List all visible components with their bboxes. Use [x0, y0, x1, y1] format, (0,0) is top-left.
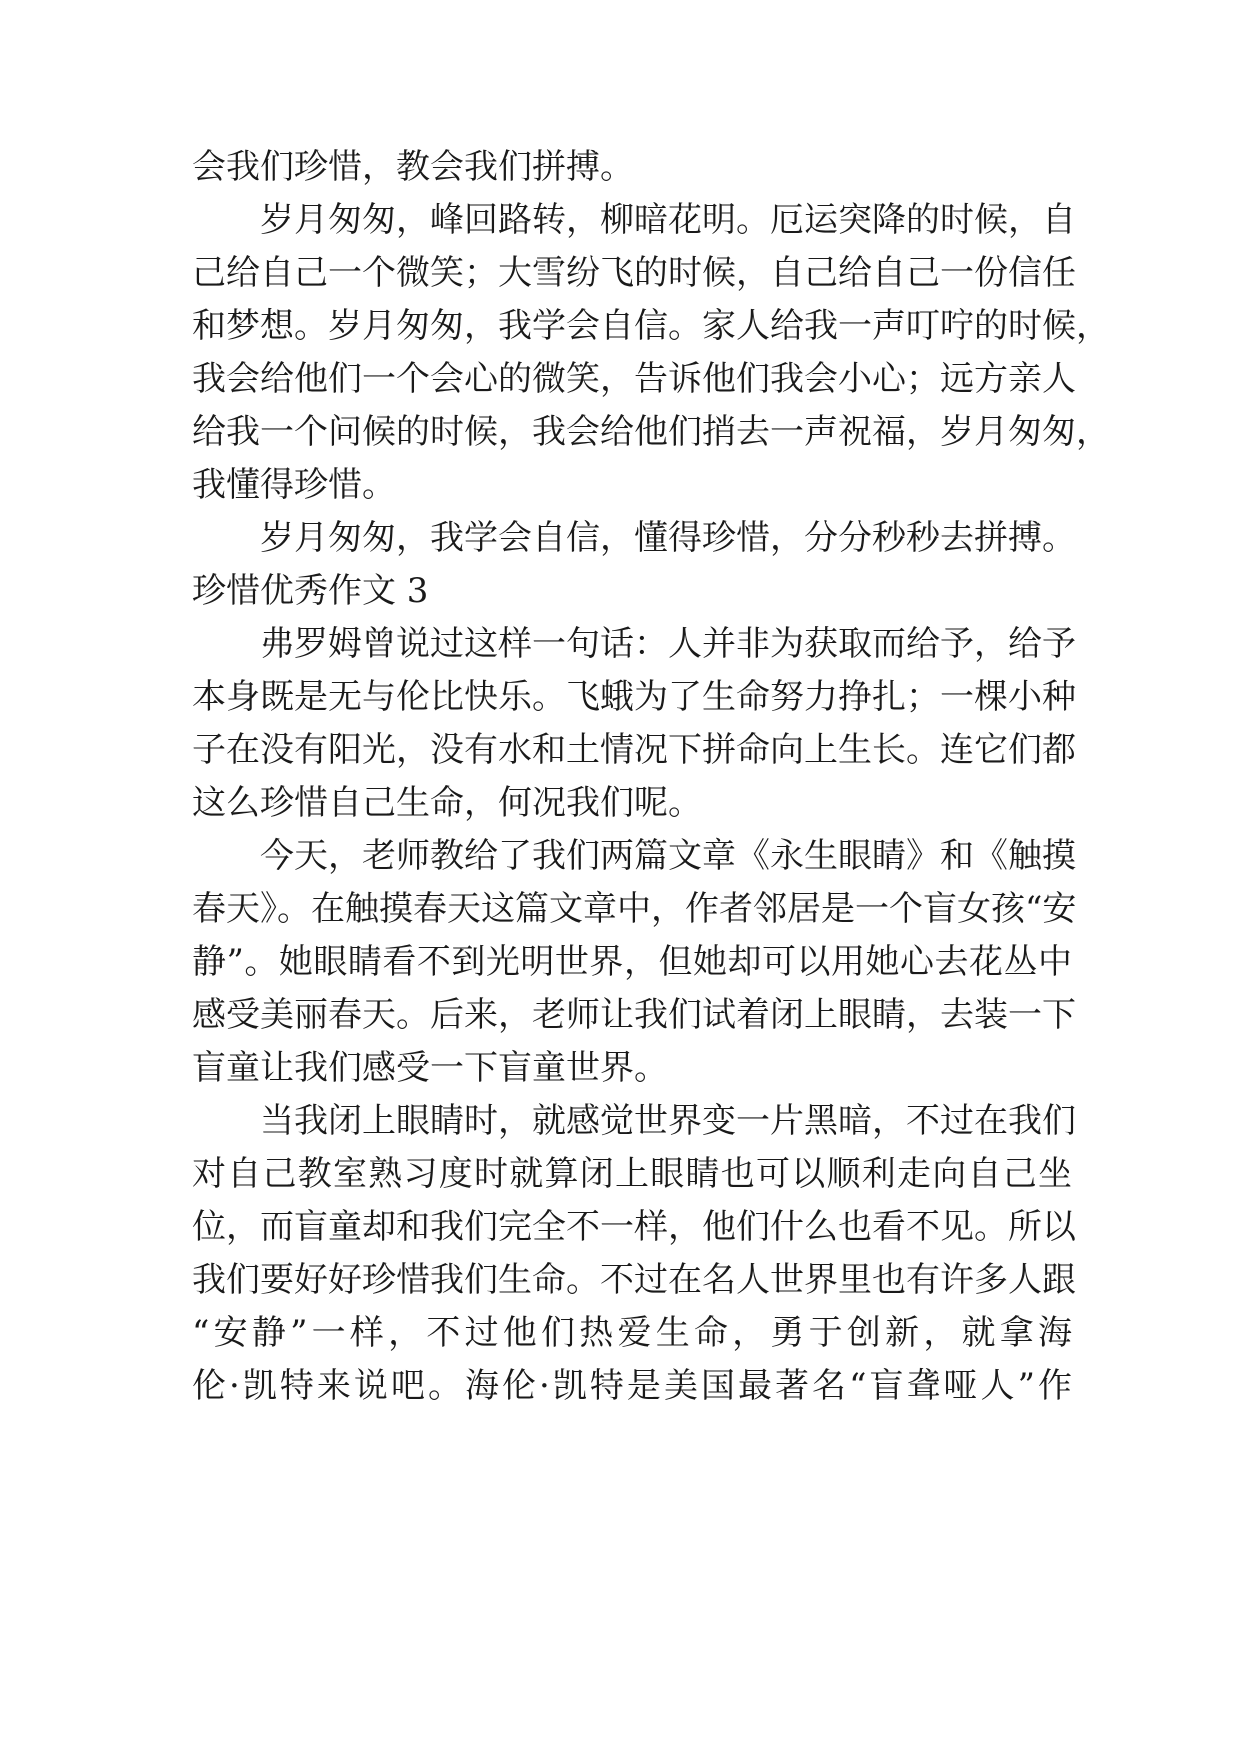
text-line: 会我们珍惜，教会我们拼搏。: [192, 147, 634, 187]
text-line: 感受美丽春天。后来，老师让我们试着闭上眼睛，去装一下: [192, 995, 1076, 1035]
section-heading: 珍惜优秀作文 3: [192, 571, 429, 611]
text-line: 对自己教室熟习度时就算闭上眼睛也可以顺利走向自己坐: [192, 1154, 1072, 1194]
paragraph-start-line: 岁月匆匆，峰回路转，柳暗花明。厄运突降的时候，自: [260, 200, 1076, 240]
text-line: 我懂得珍惜。: [192, 465, 396, 505]
text-line: 和梦想。岁月匆匆，我学会自信。家人给我一声叮咛的时候，: [192, 306, 1110, 346]
text-line: 我会给他们一个会心的微笑，告诉他们我会小心；远方亲人: [192, 359, 1076, 399]
paragraph-start-line: 今天，老师教给了我们两篇文章《永生眼睛》和《触摸: [260, 836, 1076, 876]
text-line: 己给自己一个微笑；大雪纷飞的时候，自己给自己一份信任: [192, 253, 1076, 293]
text-line: 盲童让我们感受一下盲童世界。: [192, 1048, 668, 1088]
text-line: 位，而盲童却和我们完全不一样，他们什么也看不见。所以: [192, 1207, 1076, 1247]
paragraph-start-line: 弗罗姆曾说过这样一句话：人并非为获取而给予，给予: [260, 624, 1076, 664]
text-line: 给我一个问候的时候，我会给他们捎去一声祝福，岁月匆匆，: [192, 412, 1110, 452]
text-line: 子在没有阳光，没有水和土情况下拼命向上生长。连它们都: [192, 730, 1076, 770]
text-line: 伦·凯特来说吧。海伦·凯特是美国最著名“盲聋哑人”作: [192, 1366, 1072, 1406]
text-line: 本身既是无与伦比快乐。飞蛾为了生命努力挣扎；一棵小种: [192, 677, 1076, 717]
text-line: 春天》。在触摸春天这篇文章中，作者邻居是一个盲女孩“安: [192, 889, 1077, 929]
text-line: 我们要好好珍惜我们生命。不过在名人世界里也有许多人跟: [192, 1260, 1076, 1300]
paragraph-start-line: 当我闭上眼睛时，就感觉世界变一片黑暗，不过在我们: [260, 1101, 1076, 1141]
paragraph-start-line: 岁月匆匆，我学会自信，懂得珍惜，分分秒秒去拼搏。: [260, 518, 1076, 558]
text-line: “安静”一样，不过他们热爱生命，勇于创新，就拿海: [192, 1313, 1072, 1353]
text-line: 静”。她眼睛看不到光明世界，但她却可以用她心去花丛中: [192, 942, 1072, 982]
text-line: 这么珍惜自己生命，何况我们呢。: [192, 783, 702, 823]
